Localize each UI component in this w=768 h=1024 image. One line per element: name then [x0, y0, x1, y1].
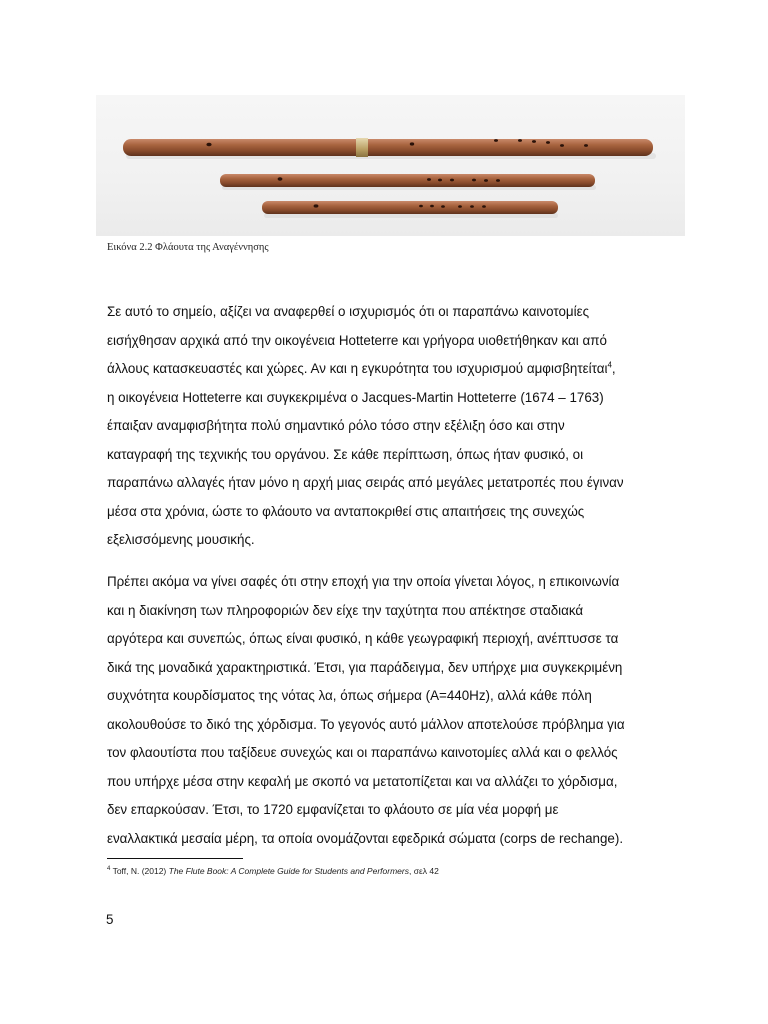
text-line: καταγραφή της τεχνικής του οργάνου. Σε κάθε περίπτωση, όπως ήταν φυσικό, οι [107, 446, 584, 462]
text-line: εξελισσόμενης μουσικής. [107, 532, 255, 547]
text-line: αργότερα και συνεπώς, όπως είναι φυσικό, η κάθε γεωγραφική περιοχή, ανέπτυσσε τα [107, 631, 619, 646]
text-line: ακολουθούσε το δικό της χόρδισμα. Το γεγονός αυτό μάλλον αποτελούσε πρόβλημα για [107, 716, 625, 732]
footnote-author: Toff, N. (2012) [112, 866, 169, 876]
text-line: τον φλαουτίστα που ταξίδευε συνεχώς και οι παραπάνω καινοτομίες αλλά και ο φελλός [107, 745, 618, 760]
text-line: άλλους κατασκευαστές και χώρες. Αν και η εγκυρότητα του ισχυρισμού αμφισβητείται$^4$, [107, 360, 616, 376]
footnote-separator [107, 858, 243, 859]
footnote [107, 866, 439, 876]
text-line: δεν επαρκούσαν. Έτσι, το 1720 εμφανίζεται το φλάουτο σε μία νέα μορφή με [107, 802, 559, 817]
footnote-number: 4 [107, 866, 111, 873]
text-line: συχνότητα κουρδίσματος της νότας λα, όπως σήμερα (A=440Hz), αλλά κάθε πόλη [107, 688, 592, 703]
footnote-title: The Flute Book: A Complete Guide for Students and Performers [168, 866, 409, 876]
page-number: 5 [106, 912, 114, 927]
footnote-reference[interactable]: 4 [607, 360, 612, 370]
text-line: έπαιξαν αναμφισβήτητα πολύ σημαντικό ρόλο τόσο στην εξέλιξη όσο και στην [107, 418, 565, 433]
text-line: και η διακίνηση των πληροφοριών δεν είχε την ταχύτητα που απέκτησε σταδιακά [107, 602, 584, 618]
text-line: παραπάνω αλλαγές ήταν μόνο η αρχή μιας σειράς από μεγάλες μετατροπές που έγιναν [107, 475, 624, 490]
paragraph-2 [107, 568, 667, 853]
paragraph-1 [107, 298, 667, 555]
text-line: μέσα στα χρόνια, ώστε το φλάουτο να ανταποκριθεί στις απαιτήσεις της συνεχώς [107, 503, 585, 519]
flutes-photo [96, 95, 685, 236]
text-line: που υπήρχε μέσα στην κεφαλή με σκοπό να μετατοπίζεται και να αλλάζει το χόρδισμα, [107, 773, 618, 789]
short-flute [262, 201, 558, 214]
long-flute [123, 138, 653, 157]
medium-flute [220, 174, 595, 187]
text-line: Πρέπει ακόμα να γίνει σαφές ότι στην εποχή για την οποία γίνεται λόγος, η επικοινωνία [107, 574, 620, 589]
figure-caption: Εικόνα 2.2 Φλάουτα της Αναγέννησης [107, 242, 269, 253]
text-line: η οικογένεια Hotteterre και συγκεκριμένα ο Jacques-Martin Hotteterre (1674 – 1763) [107, 389, 604, 405]
footnote-pages: , σελ 42 [408, 866, 439, 876]
text-line: εισήχθησαν αρχικά από την οικογένεια Hotteterre και γρήγορα υιοθετήθηκαν και από [107, 332, 607, 348]
text-line: δικά της μοναδικά χαρακτηριστικά. Έτσι, για παράδειγμα, δεν υπήρχε μια συγκεκριμένη [107, 659, 623, 675]
text-line: Σε αυτό το σημείο, αξίζει να αναφερθεί ο ισχυρισμός ότι οι παραπάνω καινοτομίες [107, 304, 590, 319]
text-line: εναλλακτικά μεσαία μέρη, τα οποία ονομάζονται εφεδρικά σώματα (corps de rechange). [107, 830, 624, 846]
